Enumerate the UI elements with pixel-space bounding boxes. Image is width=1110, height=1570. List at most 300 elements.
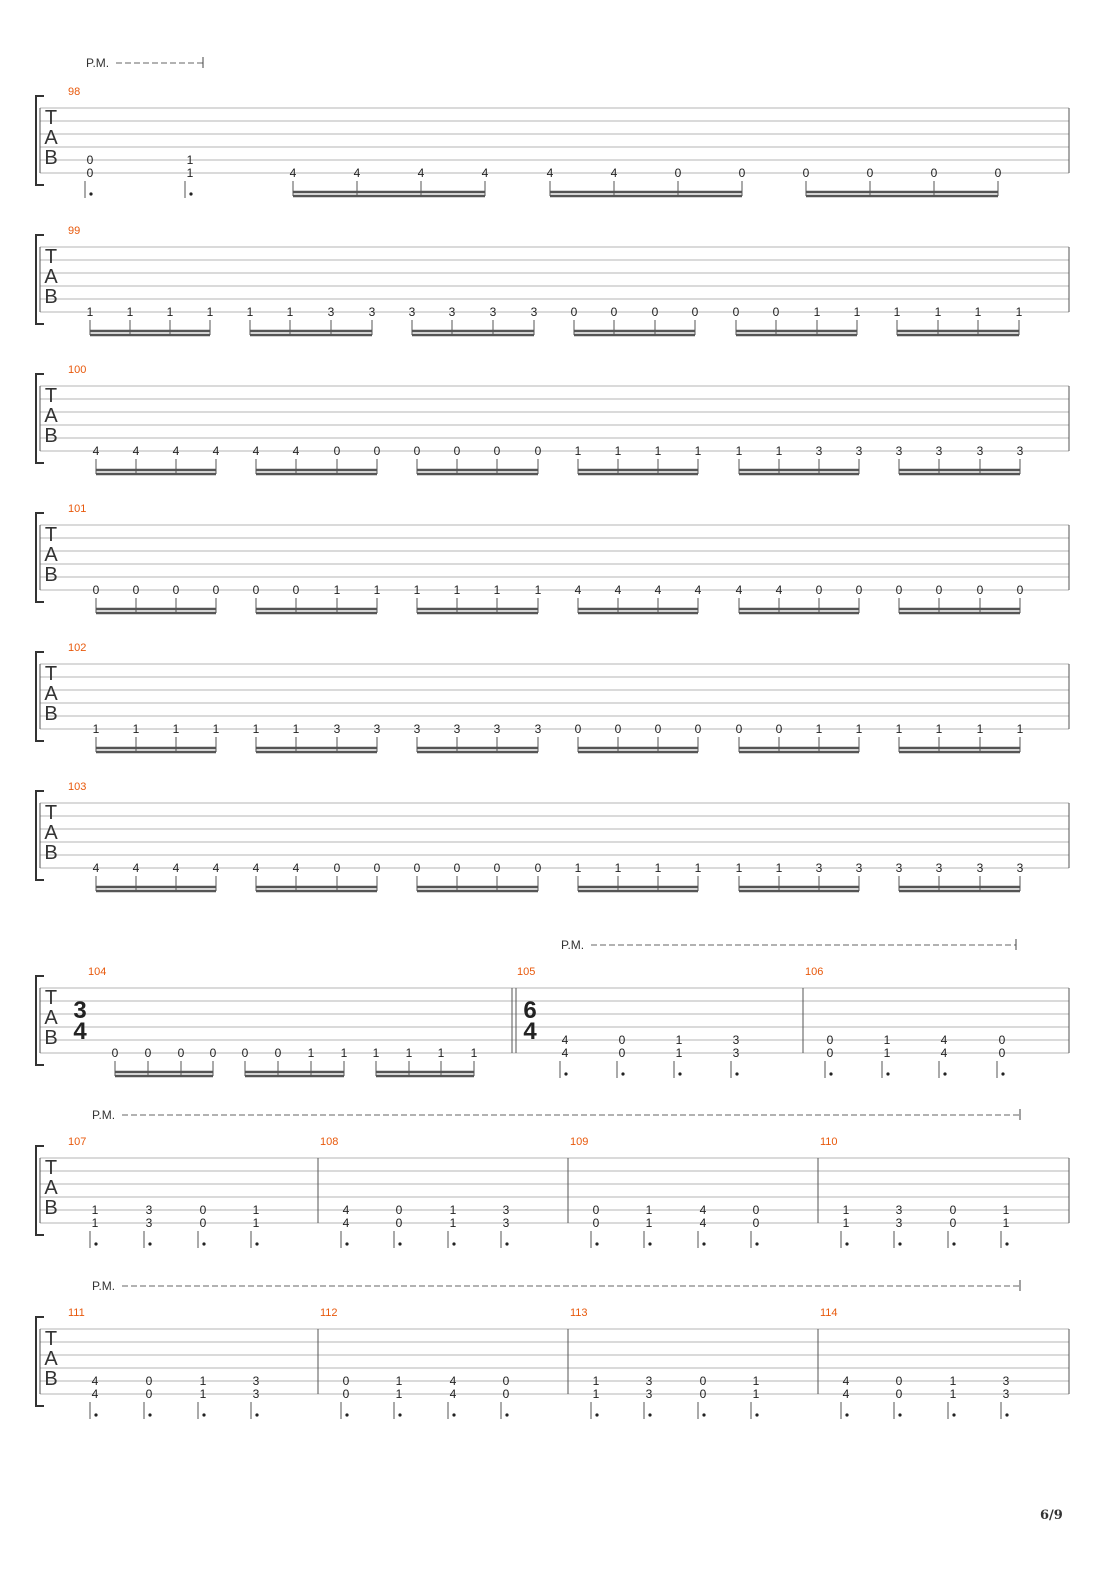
bar-number: 100 <box>68 364 87 376</box>
fret-number: 1 <box>132 722 140 736</box>
fret-number: 1 <box>592 1374 600 1388</box>
fret-number: 0 <box>592 1203 600 1217</box>
fret-number: 0 <box>895 583 903 597</box>
fret-number: 4 <box>342 1216 350 1230</box>
augmentation-dot <box>621 1072 624 1075</box>
fret-number: 0 <box>775 722 783 736</box>
fret-number: 1 <box>1002 1216 1010 1230</box>
fret-number: 0 <box>699 1387 707 1401</box>
tab-clef-letter: A <box>44 1177 58 1199</box>
fret-number: 3 <box>895 444 903 458</box>
fret-number: 0 <box>699 1374 707 1388</box>
fret-number: 0 <box>610 305 618 319</box>
augmentation-dot <box>702 1413 705 1416</box>
fret-number: 1 <box>895 722 903 736</box>
fret-number: 0 <box>654 722 662 736</box>
fret-number: 1 <box>893 305 901 319</box>
palm-mute-label: P.M. <box>92 1279 116 1293</box>
fret-number: 1 <box>842 1216 850 1230</box>
tab-clef-letter: B <box>44 1027 58 1049</box>
fret-number: 1 <box>735 861 743 875</box>
fret-number: 0 <box>502 1374 510 1388</box>
fret-number: 1 <box>574 444 582 458</box>
fret-number: 1 <box>373 583 381 597</box>
tab-clef-letter: A <box>44 1007 58 1029</box>
fret-number: 4 <box>449 1387 457 1401</box>
fret-number: 0 <box>493 861 501 875</box>
fret-number: 0 <box>998 1033 1006 1047</box>
fret-number: 1 <box>395 1387 403 1401</box>
tab-system <box>36 503 1069 613</box>
fret-number: 1 <box>675 1033 683 1047</box>
fret-number: 0 <box>144 1046 152 1060</box>
bar-number: 111 <box>68 1307 85 1319</box>
fret-number: 0 <box>241 1046 249 1060</box>
fret-number: 1 <box>934 305 942 319</box>
fret-number: 1 <box>292 722 300 736</box>
fret-number: 0 <box>413 444 421 458</box>
fret-number: 1 <box>775 444 783 458</box>
fret-number: 0 <box>618 1033 626 1047</box>
augmentation-dot <box>255 1242 258 1245</box>
fret-number: 0 <box>209 1046 217 1060</box>
fret-number: 4 <box>91 1374 99 1388</box>
fret-number: 4 <box>172 861 180 875</box>
fret-number: 1 <box>694 861 702 875</box>
fret-number: 0 <box>930 166 938 180</box>
fret-number: 0 <box>395 1216 403 1230</box>
fret-number: 4 <box>172 444 180 458</box>
fret-number: 0 <box>373 861 381 875</box>
fret-number: 1 <box>395 1374 403 1388</box>
fret-number: 1 <box>534 583 542 597</box>
fret-number: 1 <box>842 1203 850 1217</box>
bar-number: 99 <box>68 225 81 237</box>
fret-number: 1 <box>206 305 214 319</box>
augmentation-dot <box>702 1242 705 1245</box>
fret-number: 1 <box>91 1203 99 1217</box>
fret-number: 0 <box>976 583 984 597</box>
tab-system <box>36 1108 1069 1248</box>
augmentation-dot <box>148 1242 151 1245</box>
tab-clef-letter: T <box>44 385 58 407</box>
augmentation-dot <box>845 1413 848 1416</box>
fret-number: 1 <box>453 583 461 597</box>
fret-number: 1 <box>252 1216 260 1230</box>
fret-number: 1 <box>186 153 194 167</box>
bar-number: 110 <box>820 1136 838 1148</box>
fret-number: 0 <box>866 166 874 180</box>
fret-number: 0 <box>694 722 702 736</box>
fret-number: 3 <box>1016 444 1024 458</box>
fret-number: 1 <box>855 722 863 736</box>
fret-number: 1 <box>752 1374 760 1388</box>
tab-system <box>36 1279 1069 1419</box>
fret-number: 0 <box>752 1216 760 1230</box>
fret-number: 4 <box>842 1374 850 1388</box>
augmentation-dot <box>94 1413 97 1416</box>
augmentation-dot <box>952 1413 955 1416</box>
fret-number: 4 <box>91 1387 99 1401</box>
augmentation-dot <box>735 1072 738 1075</box>
fret-number: 0 <box>177 1046 185 1060</box>
fret-number: 3 <box>895 1203 903 1217</box>
tab-clef-letter: T <box>44 987 58 1009</box>
augmentation-dot <box>202 1413 205 1416</box>
augmentation-dot <box>678 1072 681 1075</box>
tab-system <box>36 938 1069 1078</box>
fret-number: 1 <box>413 583 421 597</box>
fret-number: 3 <box>534 722 542 736</box>
fret-number: 0 <box>342 1387 350 1401</box>
time-signature-top: 6 <box>523 997 537 1024</box>
fret-number: 3 <box>493 722 501 736</box>
tab-clef-letter: T <box>44 246 58 268</box>
augmentation-dot <box>452 1413 455 1416</box>
fret-number: 0 <box>949 1203 957 1217</box>
fret-number: 1 <box>405 1046 413 1060</box>
fret-number: 0 <box>895 1387 903 1401</box>
fret-number: 1 <box>654 444 662 458</box>
bar-number: 109 <box>570 1136 589 1148</box>
bar-number: 101 <box>68 503 87 515</box>
fret-number: 4 <box>132 861 140 875</box>
fret-number: 4 <box>353 166 361 180</box>
fret-number: 1 <box>614 861 622 875</box>
fret-number: 4 <box>92 444 100 458</box>
fret-number: 0 <box>1016 583 1024 597</box>
fret-number: 1 <box>91 1216 99 1230</box>
fret-number: 3 <box>448 305 456 319</box>
fret-number: 4 <box>735 583 743 597</box>
fret-number: 0 <box>86 166 94 180</box>
fret-number: 3 <box>408 305 416 319</box>
fret-number: 0 <box>534 861 542 875</box>
fret-number: 1 <box>853 305 861 319</box>
fret-number: 4 <box>699 1203 707 1217</box>
fret-number: 4 <box>449 1374 457 1388</box>
fret-number: 3 <box>413 722 421 736</box>
fret-number: 3 <box>145 1216 153 1230</box>
fret-number: 1 <box>86 305 94 319</box>
augmentation-dot <box>1005 1242 1008 1245</box>
fret-number: 0 <box>199 1203 207 1217</box>
tab-clef-letter: T <box>44 524 58 546</box>
fret-number: 0 <box>592 1216 600 1230</box>
fret-number: 4 <box>132 444 140 458</box>
augmentation-dot <box>564 1072 567 1075</box>
fret-number: 1 <box>286 305 294 319</box>
fret-number: 0 <box>691 305 699 319</box>
fret-number: 3 <box>935 444 943 458</box>
fret-number: 3 <box>895 861 903 875</box>
tab-clef-letter: B <box>44 564 58 586</box>
fret-number: 1 <box>166 305 174 319</box>
fret-number: 3 <box>1016 861 1024 875</box>
augmentation-dot <box>898 1242 901 1245</box>
fret-number: 0 <box>333 444 341 458</box>
bar-number: 107 <box>68 1136 87 1148</box>
tab-clef-letter: B <box>44 842 58 864</box>
fret-number: 0 <box>413 861 421 875</box>
fret-number: 3 <box>368 305 376 319</box>
augmentation-dot <box>345 1413 348 1416</box>
fret-number: 4 <box>342 1203 350 1217</box>
fret-number: 3 <box>489 305 497 319</box>
bar-number: 103 <box>68 781 87 793</box>
augmentation-dot <box>1001 1072 1004 1075</box>
tab-clef-letter: A <box>44 544 58 566</box>
tab-clef-letter: T <box>44 663 58 685</box>
fret-number: 3 <box>976 444 984 458</box>
fret-number: 4 <box>610 166 618 180</box>
fret-number: 0 <box>333 861 341 875</box>
fret-number: 0 <box>772 305 780 319</box>
fret-number: 0 <box>614 722 622 736</box>
fret-number: 1 <box>199 1387 207 1401</box>
augmentation-dot <box>1005 1413 1008 1416</box>
fret-number: 1 <box>675 1046 683 1060</box>
fret-number: 3 <box>645 1374 653 1388</box>
tab-system <box>36 56 1069 198</box>
bar-number: 113 <box>570 1307 588 1319</box>
fret-number: 0 <box>570 305 578 319</box>
page-number: 6/9 <box>1040 1508 1063 1523</box>
fret-number: 1 <box>199 1374 207 1388</box>
tab-clef-letter: A <box>44 683 58 705</box>
tab-clef-letter: T <box>44 1157 58 1179</box>
fret-number: 0 <box>895 1374 903 1388</box>
bar-number: 102 <box>68 642 87 654</box>
augmentation-dot <box>755 1413 758 1416</box>
fret-number: 0 <box>998 1046 1006 1060</box>
tab-clef-letter: A <box>44 1348 58 1370</box>
fret-number: 0 <box>172 583 180 597</box>
fret-number: 1 <box>470 1046 478 1060</box>
augmentation-dot <box>595 1413 598 1416</box>
fret-number: 0 <box>502 1387 510 1401</box>
tab-clef-letter: B <box>44 425 58 447</box>
fret-number: 4 <box>561 1046 569 1060</box>
bar-number: 106 <box>805 966 824 978</box>
tab-clef-letter: B <box>44 703 58 725</box>
fret-number: 4 <box>699 1216 707 1230</box>
fret-number: 0 <box>292 583 300 597</box>
fret-number: 1 <box>372 1046 380 1060</box>
fret-number: 0 <box>574 722 582 736</box>
fret-number: 0 <box>935 583 943 597</box>
fret-number: 1 <box>246 305 254 319</box>
bar-number: 105 <box>517 966 536 978</box>
fret-number: 1 <box>1016 722 1024 736</box>
fret-number: 3 <box>732 1033 740 1047</box>
fret-number: 1 <box>592 1387 600 1401</box>
fret-number: 3 <box>327 305 335 319</box>
augmentation-dot <box>886 1072 889 1075</box>
augmentation-dot <box>943 1072 946 1075</box>
fret-number: 1 <box>976 722 984 736</box>
augmentation-dot <box>89 192 92 195</box>
fret-number: 1 <box>186 166 194 180</box>
fret-number: 4 <box>292 444 300 458</box>
palm-mute-label: P.M. <box>561 938 585 952</box>
fret-number: 3 <box>530 305 538 319</box>
fret-number: 1 <box>92 722 100 736</box>
fret-number: 1 <box>694 444 702 458</box>
augmentation-dot <box>94 1242 97 1245</box>
fret-number: 3 <box>645 1387 653 1401</box>
fret-number: 4 <box>614 583 622 597</box>
fret-number: 0 <box>132 583 140 597</box>
fret-number: 0 <box>453 861 461 875</box>
fret-number: 0 <box>395 1203 403 1217</box>
fret-number: 4 <box>775 583 783 597</box>
fret-number: 0 <box>826 1046 834 1060</box>
fret-number: 3 <box>1002 1374 1010 1388</box>
fret-number: 1 <box>883 1046 891 1060</box>
fret-number: 3 <box>732 1046 740 1060</box>
fret-number: 3 <box>895 1216 903 1230</box>
augmentation-dot <box>255 1413 258 1416</box>
fret-number: 1 <box>126 305 134 319</box>
fret-number: 1 <box>252 1203 260 1217</box>
fret-number: 3 <box>976 861 984 875</box>
time-signature-bottom: 4 <box>523 1018 537 1045</box>
fret-number: 4 <box>252 861 260 875</box>
augmentation-dot <box>505 1242 508 1245</box>
fret-number: 3 <box>252 1387 260 1401</box>
time-signature-top: 3 <box>73 997 87 1024</box>
augmentation-dot <box>505 1413 508 1416</box>
tab-system <box>36 225 1069 335</box>
fret-number: 1 <box>449 1203 457 1217</box>
fret-number: 1 <box>449 1216 457 1230</box>
fret-number: 4 <box>842 1387 850 1401</box>
tab-clef-letter: A <box>44 405 58 427</box>
fret-number: 0 <box>826 1033 834 1047</box>
fret-number: 0 <box>994 166 1002 180</box>
tab-clef-letter: T <box>44 107 58 129</box>
fret-number: 1 <box>949 1387 957 1401</box>
fret-number: 3 <box>453 722 461 736</box>
fret-number: 0 <box>145 1374 153 1388</box>
augmentation-dot <box>952 1242 955 1245</box>
fret-number: 0 <box>92 583 100 597</box>
augmentation-dot <box>148 1413 151 1416</box>
augmentation-dot <box>202 1242 205 1245</box>
fret-number: 1 <box>172 722 180 736</box>
fret-number: 3 <box>815 861 823 875</box>
palm-mute-label: P.M. <box>86 56 110 70</box>
fret-number: 0 <box>145 1387 153 1401</box>
augmentation-dot <box>345 1242 348 1245</box>
augmentation-dot <box>452 1242 455 1245</box>
fret-number: 0 <box>618 1046 626 1060</box>
tab-clef-letter: A <box>44 822 58 844</box>
fret-number: 1 <box>1015 305 1023 319</box>
fret-number: 3 <box>855 861 863 875</box>
tab-clef-letter: B <box>44 286 58 308</box>
fret-number: 0 <box>802 166 810 180</box>
augmentation-dot <box>595 1242 598 1245</box>
augmentation-dot <box>398 1413 401 1416</box>
fret-number: 1 <box>645 1216 653 1230</box>
fret-number: 4 <box>252 444 260 458</box>
fret-number: 1 <box>437 1046 445 1060</box>
fret-number: 3 <box>145 1203 153 1217</box>
fret-number: 0 <box>373 444 381 458</box>
tab-clef-letter: B <box>44 1197 58 1219</box>
augmentation-dot <box>648 1413 651 1416</box>
fret-number: 1 <box>1002 1203 1010 1217</box>
tab-clef-letter: A <box>44 127 58 149</box>
fret-number: 1 <box>340 1046 348 1060</box>
fret-number: 1 <box>883 1033 891 1047</box>
fret-number: 3 <box>373 722 381 736</box>
fret-number: 0 <box>855 583 863 597</box>
tab-clef-letter: T <box>44 802 58 824</box>
fret-number: 3 <box>1002 1387 1010 1401</box>
fret-number: 1 <box>775 861 783 875</box>
fret-number: 4 <box>574 583 582 597</box>
augmentation-dot <box>845 1242 848 1245</box>
fret-number: 1 <box>614 444 622 458</box>
fret-number: 0 <box>534 444 542 458</box>
fret-number: 1 <box>949 1374 957 1388</box>
fret-number: 4 <box>212 861 220 875</box>
fret-number: 0 <box>453 444 461 458</box>
fret-number: 3 <box>855 444 863 458</box>
tab-clef-letter: T <box>44 1328 58 1350</box>
tab-clef-letter: B <box>44 147 58 169</box>
fret-number: 4 <box>940 1046 948 1060</box>
fret-number: 0 <box>752 1203 760 1217</box>
fret-number: 0 <box>252 583 260 597</box>
fret-number: 1 <box>735 444 743 458</box>
fret-number: 1 <box>974 305 982 319</box>
fret-number: 0 <box>86 153 94 167</box>
fret-number: 1 <box>252 722 260 736</box>
tab-system <box>36 781 1069 891</box>
fret-number: 4 <box>561 1033 569 1047</box>
fret-number: 1 <box>813 305 821 319</box>
bar-number: 114 <box>820 1307 838 1319</box>
fret-number: 1 <box>752 1387 760 1401</box>
fret-number: 4 <box>546 166 554 180</box>
tab-clef-letter: A <box>44 266 58 288</box>
augmentation-dot <box>189 192 192 195</box>
fret-number: 4 <box>940 1033 948 1047</box>
fret-number: 1 <box>645 1203 653 1217</box>
augmentation-dot <box>755 1242 758 1245</box>
tab-system <box>36 364 1069 474</box>
fret-number: 0 <box>111 1046 119 1060</box>
fret-number: 4 <box>417 166 425 180</box>
fret-number: 3 <box>502 1216 510 1230</box>
time-signature-bottom: 4 <box>73 1018 87 1045</box>
fret-number: 0 <box>738 166 746 180</box>
fret-number: 4 <box>481 166 489 180</box>
fret-number: 4 <box>212 444 220 458</box>
fret-number: 1 <box>307 1046 315 1060</box>
fret-number: 3 <box>333 722 341 736</box>
tab-system <box>36 642 1069 752</box>
fret-number: 1 <box>654 861 662 875</box>
augmentation-dot <box>829 1072 832 1075</box>
tab-clef-letter: B <box>44 1368 58 1390</box>
bar-number: 98 <box>68 86 81 98</box>
fret-number: 4 <box>694 583 702 597</box>
